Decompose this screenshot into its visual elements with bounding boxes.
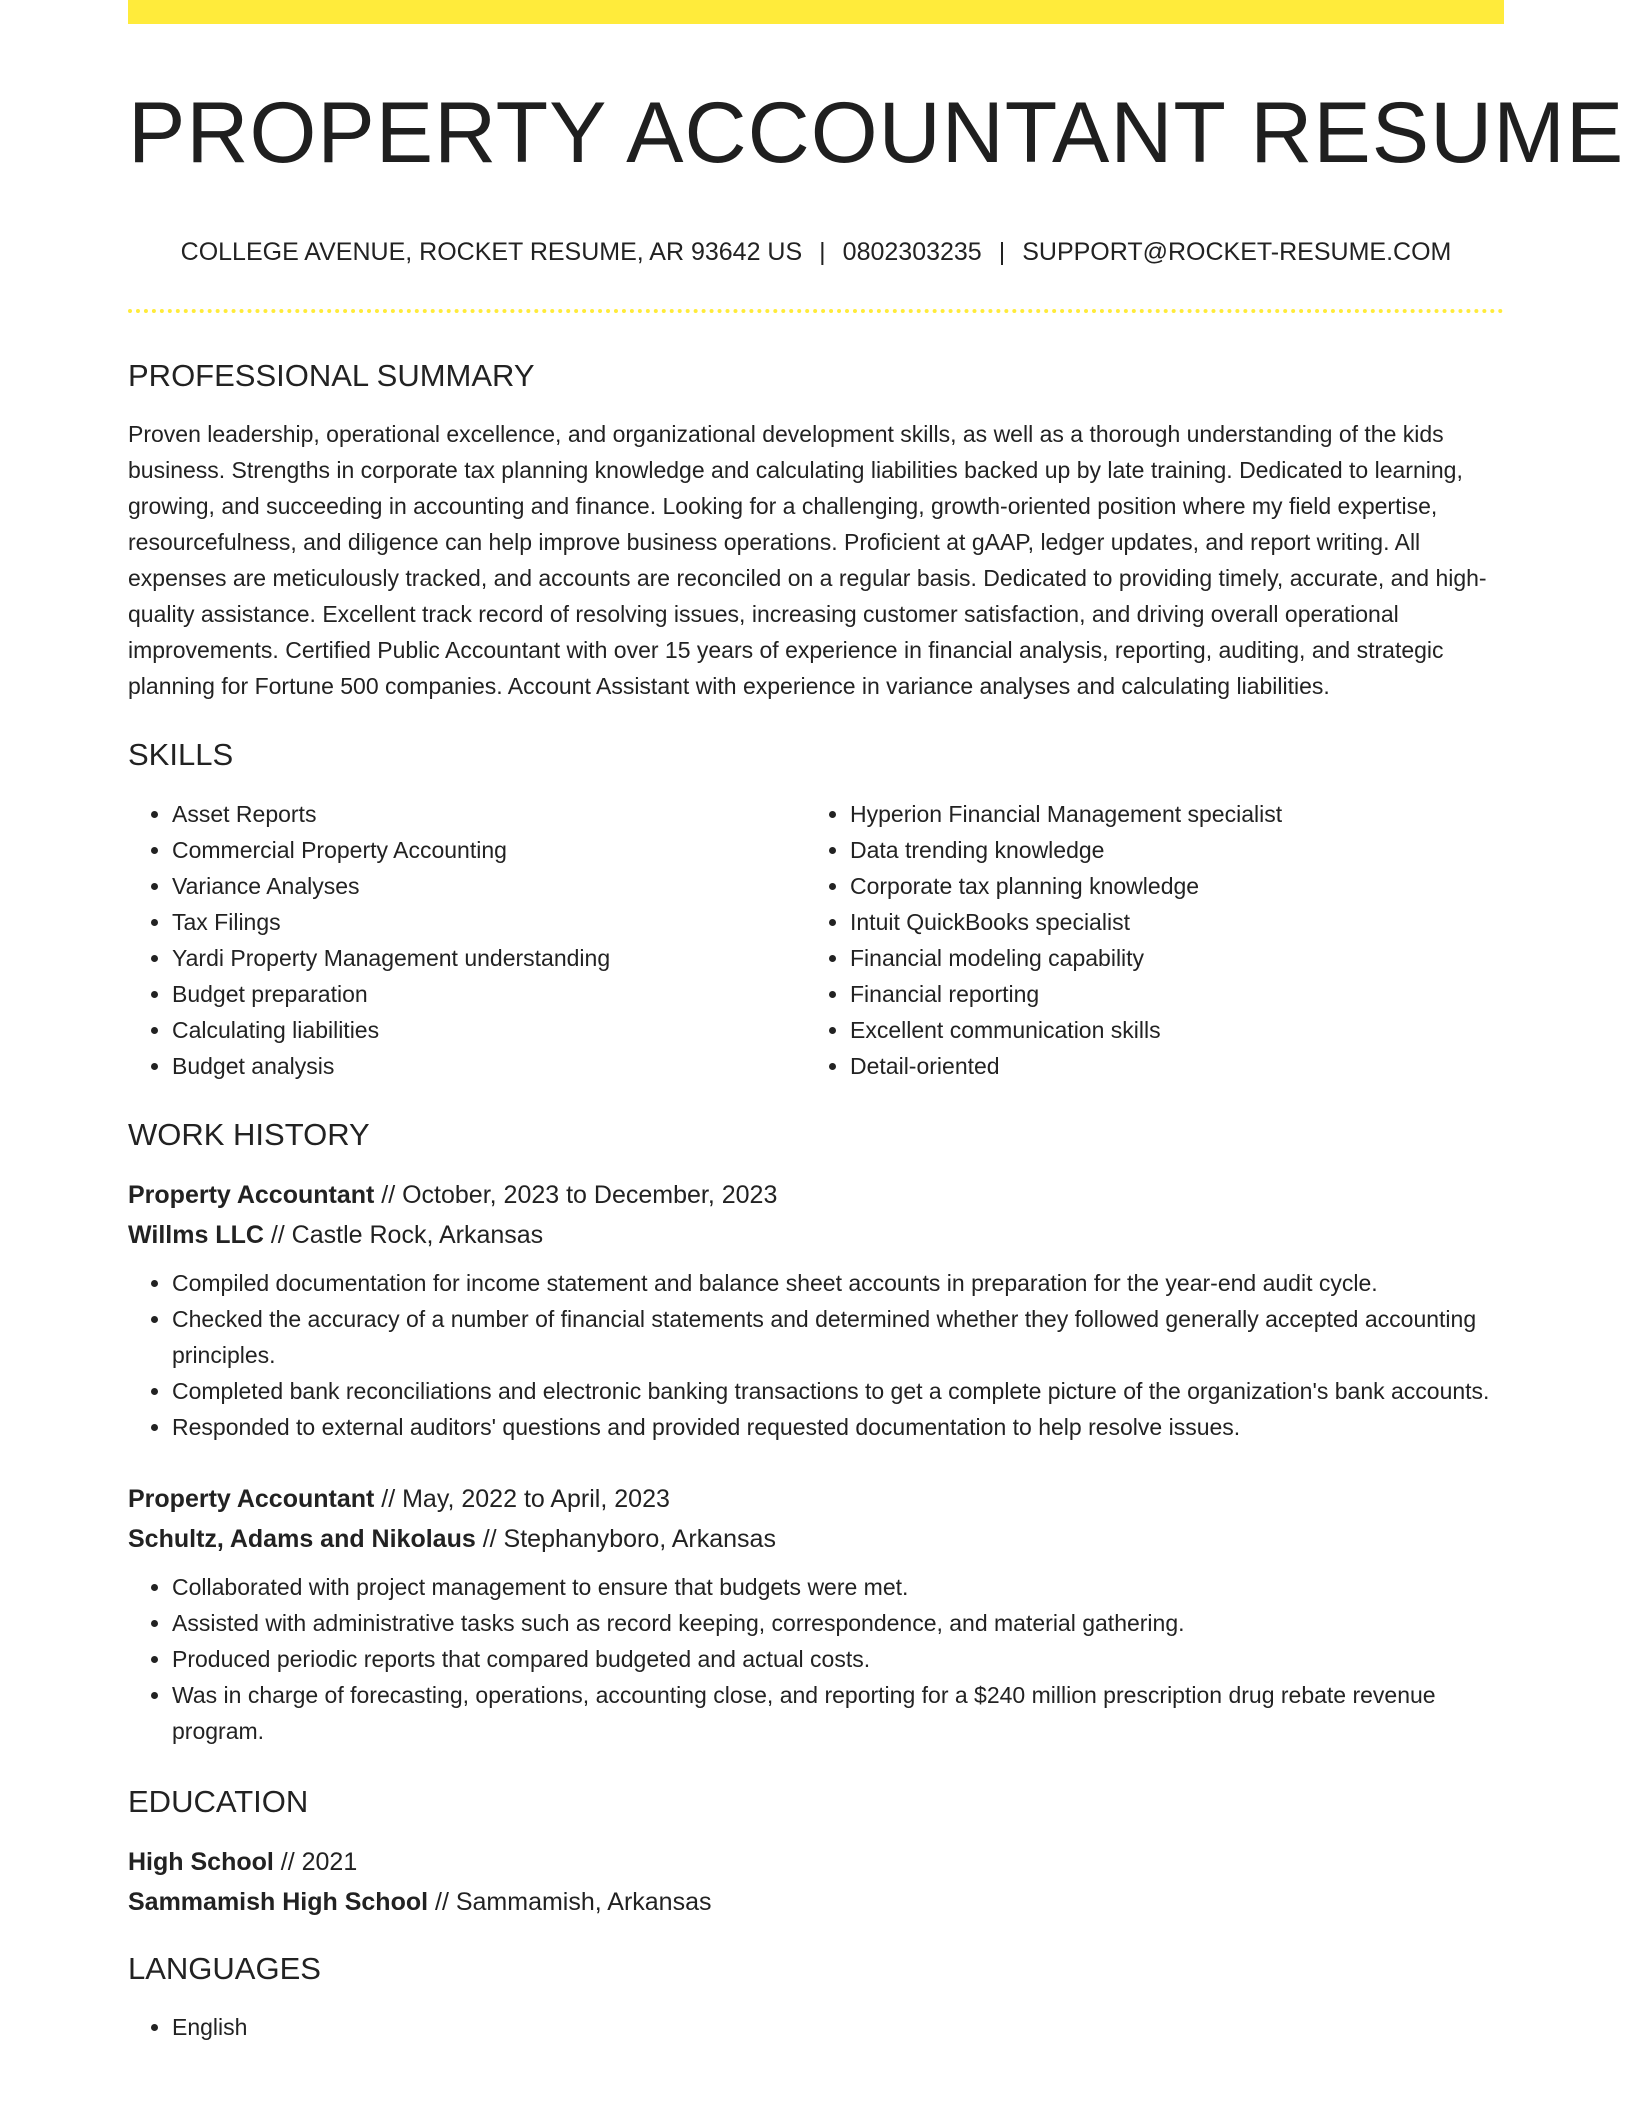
- job-title: Property Accountant: [128, 1180, 375, 1209]
- education-heading: EDUCATION: [128, 1783, 309, 1819]
- resume-title: PROPERTY ACCOUNTANT RESUME: [128, 85, 1625, 181]
- job-role-line: [128, 1479, 1504, 1519]
- skill-item: • Hyperion Financial Management specialist: [850, 796, 1484, 832]
- education-entry: [128, 1842, 1504, 1922]
- skill-item: • Budget preparation: [172, 976, 806, 1012]
- job-bullet: • Was in charge of forecasting, operations, accounting close, and reporting for a $240 million prescription drug rebate revenue program.: [172, 1677, 1504, 1749]
- job-bullet: • Completed bank reconciliations and electronic banking transactions to get a complete picture of the organization's bank accounts.: [172, 1373, 1504, 1409]
- education-school-line: [128, 1882, 1504, 1922]
- job-location: // Stephanyboro, Arkansas: [475, 1524, 776, 1553]
- contact-address: COLLEGE AVENUE, ROCKET RESUME, AR 93642 US: [180, 238, 803, 267]
- job-entry: [128, 1479, 1504, 1749]
- job-entry: [128, 1175, 1504, 1445]
- resume-page: [128, 0, 1625, 2045]
- job-bullet: • Produced periodic reports that compared budgeted and actual costs.: [172, 1641, 1504, 1677]
- accent-top-bar: [128, 0, 1504, 24]
- skill-item: • Financial modeling capability: [850, 940, 1484, 976]
- contact-email: SUPPORT@ROCKET-RESUME.COM: [1022, 238, 1452, 267]
- job-bullet: • Checked the accuracy of a number of financial statements and determined whether they followed generally accepted accounting principles.: [172, 1301, 1504, 1373]
- job-bullet: • Collaborated with project management to ensure that budgets were met.: [172, 1569, 1504, 1605]
- job-bullet: • Responded to external auditors' questions and provided requested documentation to help resolve issues.: [172, 1409, 1504, 1445]
- skill-item: • Excellent communication skills: [850, 1012, 1484, 1048]
- work-history-heading: WORK HISTORY: [128, 1116, 370, 1152]
- languages-heading: LANGUAGES: [128, 1950, 321, 1986]
- contact-line: [128, 237, 1504, 267]
- job-company-line: [128, 1519, 1504, 1559]
- summary-text: Proven leadership, operational excellence, and organizational development skills, as well as a thorough understanding of the kids business. Strengths in corporate tax planning knowledge and calculating liabilities backed up by late training. Dedicated to learning, growing, and succeeding in accounting and finance. Looking for a challenging, growth-oriented position where my field expertise, resourcefulness, and diligence can help improve business operations. Proficient at gAAP, ledger updates, and report writing. All expenses are meticulously tracked, and accounts are reconciled on a regular basis. Dedicated to providing timely, accurate, and high-quality assistance. Excellent track record of resolving issues, increasing customer satisfaction, and driving overall operational improvements. Certified Public Accountant with over 15 years of experience in financial analysis, reporting, auditing, and strategic planning for Fortune 500 companies. Account Assistant with experience in variance analyses and calculating liabilities.: [128, 421, 1487, 700]
- job-company: Willms LLC: [128, 1220, 264, 1249]
- summary-heading: PROFESSIONAL SUMMARY: [128, 358, 535, 394]
- skill-item: • Yardi Property Management understanding: [172, 940, 806, 976]
- job-bullets: [128, 1265, 1504, 1445]
- job-bullet: • Compiled documentation for income statement and balance sheet accounts in preparation for the year-end audit cycle.: [172, 1265, 1504, 1301]
- job-title: Property Accountant: [128, 1484, 375, 1513]
- contact-phone: 0802303235: [842, 238, 982, 267]
- languages-list: [128, 2009, 1504, 2045]
- skill-item: • Calculating liabilities: [172, 1012, 806, 1048]
- skills-heading: SKILLS: [128, 737, 234, 773]
- skill-item: • Commercial Property Accounting: [172, 832, 806, 868]
- skills-list: [128, 796, 1504, 1084]
- education-degree-line: [128, 1842, 1504, 1882]
- skill-item: • Asset Reports: [172, 796, 806, 832]
- job-location: // Castle Rock, Arkansas: [263, 1220, 544, 1249]
- skill-item: • Variance Analyses: [172, 868, 806, 904]
- job-dates: // May, 2022 to April, 2023: [374, 1484, 670, 1513]
- skill-item: • Budget analysis: [172, 1048, 806, 1084]
- contact-separator: |: [819, 238, 826, 267]
- skill-item: • Tax Filings: [172, 904, 806, 940]
- education-degree: High School: [128, 1847, 274, 1876]
- skills-column-right: [806, 796, 1484, 1084]
- contact-separator: |: [998, 238, 1006, 267]
- skill-item: • Financial reporting: [850, 976, 1484, 1012]
- job-dates: // October, 2023 to December, 2023: [374, 1180, 778, 1209]
- job-role-line: [128, 1175, 1504, 1215]
- education-school: Sammamish High School: [128, 1887, 429, 1916]
- skills-column-left: [128, 796, 806, 1084]
- dotted-divider: [128, 309, 1504, 313]
- skill-item: • Data trending knowledge: [850, 832, 1484, 868]
- skill-item: • Intuit QuickBooks specialist: [850, 904, 1484, 940]
- job-bullets: [128, 1569, 1504, 1749]
- skill-item: • Detail-oriented: [850, 1048, 1484, 1084]
- skill-item: • Corporate tax planning knowledge: [850, 868, 1484, 904]
- education-year: // 2021: [273, 1847, 358, 1876]
- language-item: • English: [172, 2009, 1504, 2045]
- job-company-line: [128, 1215, 1504, 1255]
- job-company: Schultz, Adams and Nikolaus: [128, 1524, 476, 1553]
- education-location: // Sammamish, Arkansas: [428, 1887, 712, 1916]
- job-bullet: • Assisted with administrative tasks such as record keeping, correspondence, and material gathering.: [172, 1605, 1504, 1641]
